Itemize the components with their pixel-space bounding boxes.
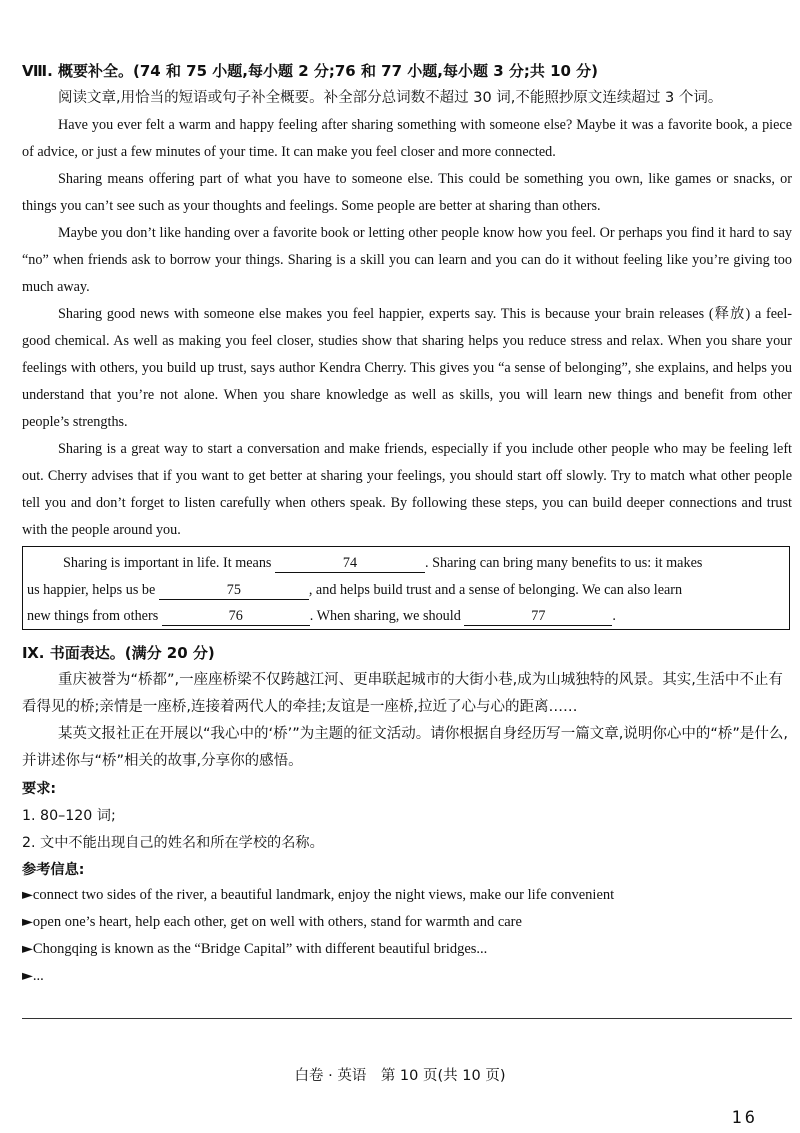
passage-paragraph-5: Sharing is a great way to start a conversation and make friends, especially if you include other people who may be feeling left out. Cherry advises that if you want to get better at sharing your feelings, you should start off slowly. Try to match what other people tell you and don’t forget to listen carefully when others speak. By following these steps, you can build deeper connections and trust with the people around you.: [22, 441, 792, 538]
summary-text-2a: us happier, helps us be: [27, 582, 156, 598]
page-footer: 白卷 · 英语 第 10 页(共 10 页): [294, 1068, 506, 1084]
bullet-arrow-icon: ►: [22, 914, 33, 930]
summary-text-3a: new things from others: [27, 608, 159, 624]
reference-text-1: connect two sides of the river, a beautiful landmark, enjoy the night views, make our life convenient: [32, 887, 615, 903]
bullet-arrow-icon: ►: [22, 968, 33, 984]
section-8-body: [22, 85, 792, 544]
reference-item-1: [22, 887, 614, 904]
summary-text-3b: . When sharing, we should: [309, 608, 461, 624]
writing-prompt-paragraph-1: 重庆被誉为“桥都”,一座座桥梁不仅跨越江河、更串联起城市的大街小巷,成为山城独特的风景。其实,生活中不止有看得见的桥;亲情是一座桥,连接着两代人的牵挂;友谊是一座桥,拉近了心与心的距离……: [22, 672, 783, 715]
reference-text-4: ...: [32, 968, 44, 984]
passage-paragraph-3: Maybe you don’t like handing over a favorite book or letting other people know how you feel. Or perhaps you find it hard to say “no” when friends ask to borrow your things. Sharing is a skill you can learn and you can do it without feeling like you’re giving too much away.: [22, 225, 792, 295]
summary-line-3: [27, 608, 616, 626]
passage-paragraph-4: Sharing good news with someone else makes you feel happier, experts say. This is because your brain releases (释放) a feel-good chemical. As well as making you feel closer, studies show that sharing helps you reduce stress and relax. When you share your feelings with others, you build up trust, says author Kendra Cherry. This gives you “a sense of belonging”, she explains, and helps you understand that you’re not alone. When you share knowledge as well as skills, you will learn new things and benefit from other people’s strengths.: [22, 306, 792, 430]
reference-item-2: [22, 914, 522, 931]
section-8-heading: Ⅷ. 概要补全。(74 和 75 小题,每小题 2 分;76 和 77 小题,每小题 3 分;共 10 分): [22, 62, 599, 80]
section-9-body: [22, 667, 792, 775]
requirement-2: 2. 文中不能出现自己的姓名和所在学校的名称。: [22, 835, 324, 851]
requirement-1: 1. 80–120 词;: [22, 808, 116, 824]
blank-75[interactable]: 75: [159, 582, 309, 600]
blank-76[interactable]: 76: [162, 608, 310, 626]
summary-line-1: [63, 555, 702, 573]
section-9-heading: Ⅸ. 书面表达。(满分 20 分): [22, 644, 215, 662]
summary-text-3c: .: [612, 608, 616, 624]
summary-text-2b: , and helps build trust and a sense of belonging. We can also learn: [308, 582, 683, 598]
writing-prompt-paragraph-2: 某英文报社正在开展以“我心中的‘桥’”为主题的征文活动。请你根据自身经历写一篇文章,说明你心中的“桥”是什么,并讲述你与“桥”相关的故事,分享你的感悟。: [22, 726, 788, 769]
reference-label: 参考信息:: [22, 862, 85, 878]
section-8-instruction: 阅读文章,用恰当的短语或句子补全概要。补全部分总词数不超过 30 词,不能照抄原文连续超过 3 个词。: [58, 90, 723, 106]
reference-text-2: open one’s heart, help each other, get on well with others, stand for warmth and care: [32, 914, 522, 930]
bullet-arrow-icon: ►: [22, 941, 33, 957]
summary-line-2: [27, 582, 682, 600]
blank-77[interactable]: 77: [464, 608, 612, 626]
reference-item-3: [22, 941, 487, 958]
blank-74[interactable]: 74: [275, 555, 425, 573]
requirements-label: 要求:: [22, 781, 57, 797]
summary-text-1a: Sharing is important in life. It means: [63, 555, 272, 571]
bullet-arrow-icon: ►: [22, 887, 33, 903]
passage-paragraph-2: Sharing means offering part of what you have to someone else. This could be something you own, like games or snacks, or things you can’t see such as your thoughts and feelings. Some people are better at sharing than others.: [22, 171, 792, 214]
summary-text-1b: . Sharing can bring many benefits to us: it makes: [425, 555, 703, 571]
page-number: 16: [731, 1108, 758, 1128]
reference-item-4: [22, 968, 44, 985]
summary-box: [22, 546, 790, 630]
reference-text-3: Chongqing is known as the “Bridge Capital” with different beautiful bridges...: [32, 941, 488, 957]
passage-paragraph-1: Have you ever felt a warm and happy feeling after sharing something with someone else? Maybe it was a favorite book, a piece of advice, or just a few minutes of your time. It can make you feel closer and more connected.: [22, 117, 792, 160]
bottom-divider: [22, 1018, 792, 1019]
